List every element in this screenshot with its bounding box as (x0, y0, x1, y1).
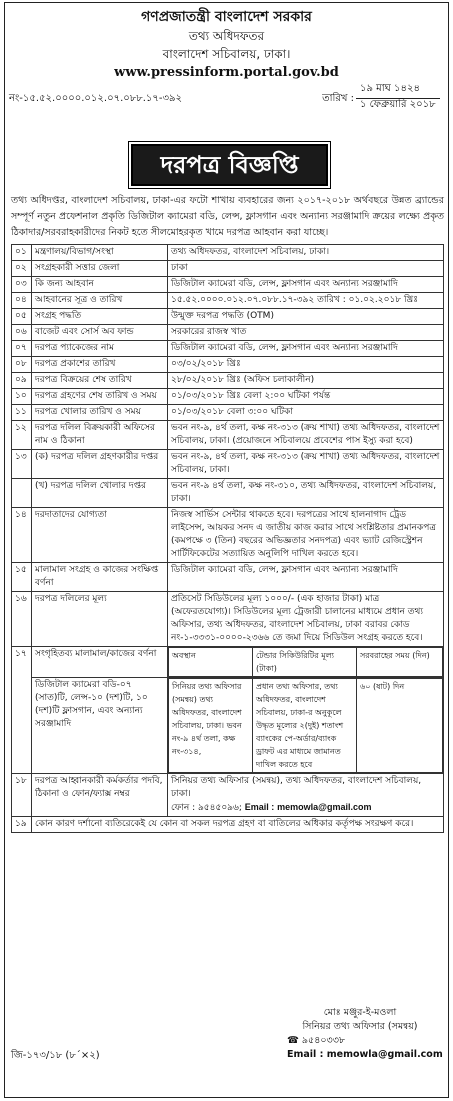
row-number: ০১ (12, 245, 32, 261)
table-row (12, 293, 444, 309)
row-number: ০৯ (12, 373, 32, 389)
row-key: দরপত্র বিক্রয়ের শেষ তারিখ (32, 373, 168, 389)
row-key: দরপত্র প্যাকেজের নাম (32, 341, 168, 357)
intro-paragraph: তথ্য অধিদপ্তর, বাংলাদেশ সচিবালয়, ঢাকা-এর ফটো শাখায় ব্যবহারের জন্য ২০১৭-২০১৮ অর্থবছরে উন্নত ব্র্যান্ডের সম্পূর্ণ নতুন প্রফেশনাল প্রকৃতি ডিজিটাল ক্যামেরা বডি, লেন্স, ফ্লাসগান এবং অন্যান্য সরঞ্জামাদি ক্রয়ের লক্ষ্যে প্রকৃত ঠিকাদার/সরবরাহকারীদের নিকট হতে সীলমোহরকৃত খামে দরপত্র আহবান করা যাচ্ছে। (11, 195, 444, 238)
tender-details-table (11, 244, 444, 833)
table-row-17 (12, 647, 444, 678)
row-value: ২৮/০২/২০১৮ খ্রিঃ (অফিস চলাকালীন) (168, 373, 444, 389)
row-number: ০৮ (12, 357, 32, 373)
header-delivery: সরবরাহের সময় (দিন) (357, 648, 443, 677)
row-number: ১৩ (12, 450, 32, 479)
row-key: দরপত্র প্রকাশের তারিখ (32, 357, 168, 373)
date-english: ১ ফেব্রুয়ারি ২০১৮ (360, 99, 436, 110)
tender-security: প্রধান তথ্য অফিসার, তথ্য অধিদফতর, বাংলাদেশ সচিবালয়, ঢাকা-র অনুকূলে উদ্ধৃত মূল্যের ২(দুই) শতাংশ ব্যাংকের পে-অর্ডার/ব্যাংক ড্রাফট এর মাধ্যমে জামানত দাখিল করতে হবে (253, 679, 357, 773)
row-value: ভবন নং-৯ ৪র্থ তলা, কক্ষ নং-৩১০, তথ্য অধিদফতর, বাংলাদেশ সচিবালয়, ঢাকা। (168, 479, 444, 508)
row-number: ১৯ (12, 817, 32, 833)
row-value: ভবন নং-৯, ৪র্থ তলা, কক্ষ নং-৩১৩ (ক্রয় শাখা) তথ্য অধিদফতর, বাংলাদেশ সচিবালয়, ঢাকা। (168, 450, 444, 479)
table-row (12, 373, 444, 389)
table-row-17-detail (12, 678, 444, 774)
row-value: ০১/০৩/২০১৮ খ্রিঃ বেলা ২:০০ ঘটিকা পর্যন্ত (168, 389, 444, 405)
reference-number: নং-১৫.৫২.০০০০.০১২.০৭.০৮৮.১৭-৩৯২ (9, 93, 182, 104)
row-key: দরপত্র গ্রহণের শেষ তারিখ ও সময় (32, 389, 168, 405)
row-number: ১৮ (12, 774, 32, 817)
footer-reference: জি-১৭৩/১৮ (৮´×২) (11, 1050, 100, 1061)
table-row (12, 325, 444, 341)
row-key: মালামাল সংগ্রহ ও কাজের সংক্ষিপ্ত বর্ণনা (32, 563, 168, 592)
row-number: ০৭ (12, 341, 32, 357)
row-value: ডিজিটাল ক্যামেরা বডি, লেন্স, ফ্লাসগান এবং অন্যান্য সরঞ্জামাদি (168, 277, 444, 293)
table-row (12, 277, 444, 293)
delivery-time: ৬০ (ষাট) দিন (357, 679, 443, 773)
govt-name: গণপ্রজাতন্ত্রী বাংলাদেশ সরকার (141, 9, 312, 25)
table-row (12, 508, 444, 563)
row-key: (ক) দরপত্র দলিল গ্রহণকারীর দপ্তর (32, 450, 168, 479)
row-number: ০২ (12, 261, 32, 277)
row-number: ১২ (12, 421, 32, 450)
row-key: সংগ্রহকারী সত্তার জেলা (32, 261, 168, 277)
row-value: ভবন নং-৯, ৪র্থ তলা, কক্ষ নং-৩১৩ (ক্রয় শাখা) তথ্য অধিদফতর, বাংলাদেশ সচিবালয়, ঢাকা। (প্রয়োজনে সচিবালয়ে প্রবেশের পাস ইস্যু করা হবে) (168, 421, 444, 450)
table-row (12, 341, 444, 357)
table-row (12, 405, 444, 421)
table-row (12, 245, 444, 261)
item-description: ডিজিটাল ক্যামেরা বডি-০৭ (সাত)টি, লেন্স-১০ (দশ)টি, ১০ (দশ)টি ফ্লাসগান, এবং অন্যান্য সরঞ্জামাদি (32, 678, 168, 774)
table-row (12, 357, 444, 373)
table-row (12, 389, 444, 405)
signatory-email[interactable]: memowla@gmail.com (326, 1049, 443, 1060)
phone-icon: ☎ (287, 1035, 302, 1046)
row-value: উন্মুক্ত দরপত্র পদ্ধতি (OTM) (168, 309, 444, 325)
website-link[interactable]: www.pressinform.portal.gov.bd (114, 65, 339, 80)
row-value: নিজস্ব সার্ভিস সেন্টার থাকতে হবে। দরপত্রের সাথে হালনাগাদ ট্রেড লাইসেন্স, আয়কর সনদ এ জাতীয় কাজ করার সাথে সংশ্লিষ্টতার প্রমানকপত্র (কমপক্ষে ৩ (তিন) বছরের অভিজ্ঞতার সনদপত্র) এবং ভ্যাট রেজিস্ট্রেশন সার্টিফিকেটের সত্যায়িত অনুলিপি দাখিল করতে হবে। (168, 508, 444, 563)
row-number (12, 479, 32, 508)
row-key: সংগ্রহ পদ্ধতি (32, 309, 168, 325)
tender-rows (12, 245, 444, 647)
table-row (12, 563, 444, 592)
signatory-phone: ৯৫৪০৩৩৮ (301, 1035, 346, 1046)
row-key: দরদাতাদের যোগ্যতা (32, 508, 168, 563)
row-value: ০৩/০২/২০১৮ খ্রিঃ (168, 357, 444, 373)
row-number: ০৪ (12, 293, 32, 309)
table-row (12, 450, 444, 479)
officer-email[interactable]: memowla@gmail.com (277, 802, 372, 812)
reservation-clause: কোন কারণ দর্শানো ব্যতিরেকেই যে কোন বা সকল দরপত্র গ্রহণ বা বাতিলের অধিকার কর্তৃপক্ষ সংরক্ষণ করে। (32, 817, 444, 833)
email-label: Email : (244, 802, 275, 812)
row-value: ডিজিটাল ক্যামেরা বডি, লেন্স, ফ্লাসগান এবং অন্যান্য সরঞ্জামাদি (168, 341, 444, 357)
row-key: দরপত্র খোলার তারিখ ও সময় (32, 405, 168, 421)
department-address: বাংলাদেশ সচিবালয়, ঢাকা। (162, 47, 291, 61)
signatory-designation: সিনিয়র তথ্য অফিসার (সমন্বয়) (302, 1021, 418, 1032)
table-row (12, 592, 444, 647)
row-value: সরকারের রাজস্ব খাত (168, 325, 444, 341)
row-value (168, 774, 444, 817)
row-key: বাজেট এবং সোর্স অব ফান্ড (32, 325, 168, 341)
email-label: Email : (287, 1049, 324, 1060)
table-row (12, 309, 444, 325)
table-row (12, 421, 444, 450)
table-row-19 (12, 817, 444, 833)
row-key: দরপত্র দলিলের মূল্য (32, 592, 168, 647)
officer-phone: ফোন : ৯৫৪৫০৯৬; (171, 803, 242, 813)
row-value: ঢাকা (168, 261, 444, 277)
notice-title: দরপত্র বিজ্ঞপ্তি (131, 144, 328, 186)
row17-headers (168, 647, 444, 678)
row-value: ০১/০৩/২০১৮ বেলা ৩:০০ ঘটিকা (168, 405, 444, 421)
row-number: ০৬ (12, 325, 32, 341)
table-row (12, 479, 444, 508)
signatory-name: মোঃ মঞ্জুর-ই-মওলা (323, 1007, 397, 1018)
header-security: টেন্ডার সিকিউরিটির মূল্য (টাকা) (253, 648, 357, 677)
row-value: ১৫.৫২.০০০০.০১২.০৭.০৮৮.১৭-৩৯২ তারিখ : ০১.০২.২০১৮ খ্রিঃ (168, 293, 444, 309)
row-key: মন্ত্রণালয়/বিভাগ/সংস্থা (32, 245, 168, 261)
table-row (12, 261, 444, 277)
row-number: ১৪ (12, 508, 32, 563)
row-key: সংগৃহিতব্য মালামাল/কাজের বর্ণনা (32, 647, 168, 678)
row-number: ১০ (12, 389, 32, 405)
department-name: তথ্য অধিদফতর (188, 29, 265, 43)
row-number: ০৫ (12, 309, 32, 325)
row-value: প্রতিসেট সিডিউলের মূল্য ১০০০/- (এক হাজার টাকা) মাত্র (অফেরতযোগ্য)। সিডিউলের মূল্য ট্রেজারী চালানের মাধ্যমে প্রধান তথ্য অফিসার, তথ্য অধিদফতর, বাংলাদেশ সচিবালয়, ঢাকা বরাবর কোড নং-১-৩৩৩১-০০০০-২৩৬৬ তে জমা দিয়ে সিডিউল সংগ্রহ করতে হবে। (168, 592, 444, 647)
row-number: ১৫ (12, 563, 32, 592)
row-key: আহবানের সূত্র ও তারিখ (32, 293, 168, 309)
row-number: ১৬ (12, 592, 32, 647)
officer-address: সিনিয়র তথ্য অফিসার (সমন্বয়), তথ্য অধিদফতর, বাংলাদেশ সচিবালয়, ঢাকা। (171, 776, 422, 799)
table-row-18 (12, 774, 444, 817)
row-key: কি জন্য আহবান (32, 277, 168, 293)
row-number: ১৭ (12, 647, 32, 774)
row-key: দরপত্র আহ্বানকারী কর্মকর্তার পদবি, ঠিকানা ও ফোন/ফ্যাক্স নম্বর (32, 774, 168, 817)
row-key: (খ) দরপত্র দলিল খোলার দপ্তর (32, 479, 168, 508)
header-location: অবস্থান (169, 648, 253, 677)
row-number: ১১ (12, 405, 32, 421)
date-bangla: ১৯ মাঘ ১৪২৪ (356, 81, 440, 99)
row-value: তথ্য অধিদফতর, বাংলাদেশ সচিবালয়, ঢাকা। (168, 245, 444, 261)
delivery-location: সিনিয়র তথ্য অফিসার (সমন্বয়) তথ্য অধিদফতর, বাংলাদেশ সচিবালয়, ঢাকা। ভবন নং-৯ ৪র্থ তলা, কক্ষ নং-৩১৪, (169, 679, 253, 773)
row-key: দরপত্র দলিল বিক্রয়কারী অফিসের নাম ও ঠিকানা (32, 421, 168, 450)
date-label: তারিখ : (322, 93, 354, 104)
row-value: ডিজিটাল ক্যামেরা বডি, লেন্স, ফ্লাসগান এবং অন্যান্য সরঞ্জামাদি (168, 563, 444, 592)
tender-notice-page (4, 2, 449, 1098)
signature-block (275, 1006, 445, 1062)
row-number: ০৩ (12, 277, 32, 293)
